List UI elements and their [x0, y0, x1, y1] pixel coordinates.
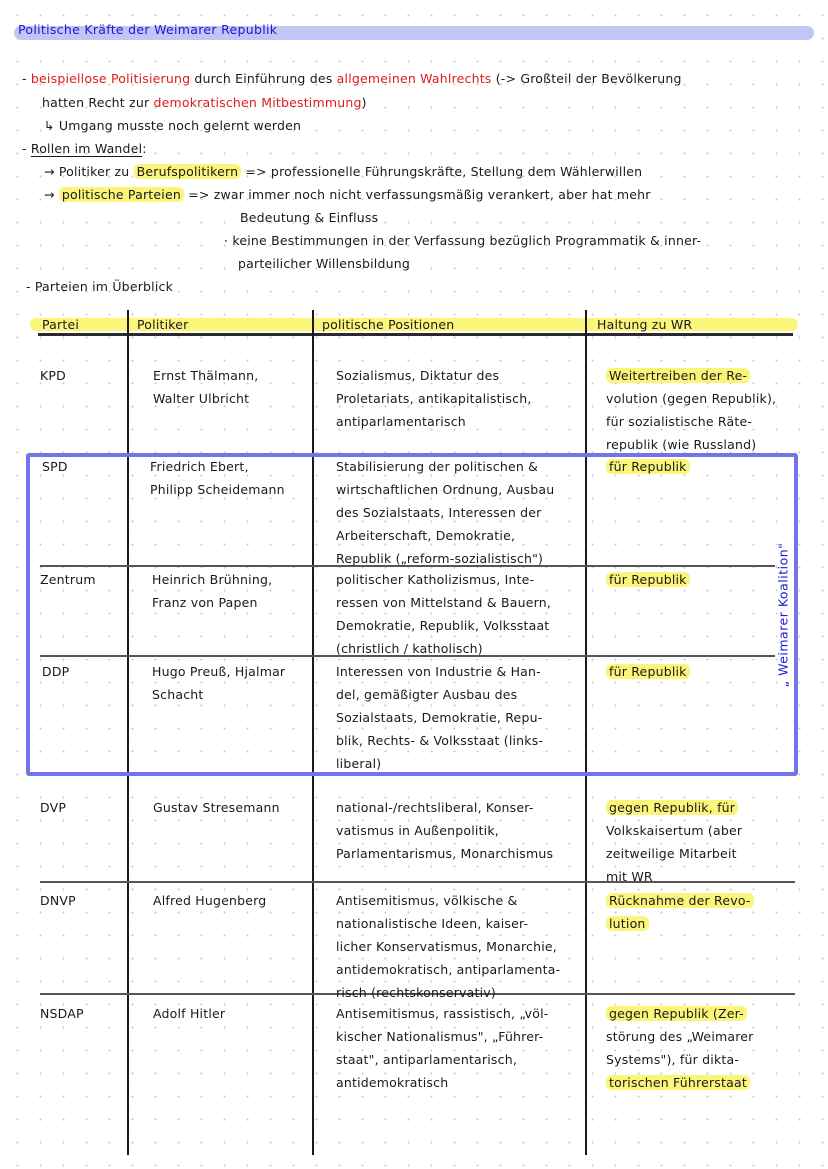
roles-heading: Rollen im Wandel	[30, 141, 143, 156]
position-line: Proletariats, antikapitalistisch,	[336, 391, 532, 406]
intro-line-1	[22, 67, 682, 90]
party-name: DNVP	[40, 893, 76, 908]
stance	[606, 568, 690, 591]
politicians	[152, 660, 285, 706]
stance	[606, 660, 690, 683]
stance	[606, 796, 742, 888]
position-line: Sozialstaats, Demokratie, Repu-	[336, 710, 543, 725]
role-3-cont: parteilicher Willensbildung	[238, 256, 410, 271]
page-title: Politische Kräfte der Weimarer Republik	[18, 22, 278, 37]
roles-heading-line	[22, 137, 147, 160]
positions	[336, 796, 553, 865]
positions	[336, 364, 532, 433]
position-line: national-/rechtsliberal, Konser-	[336, 800, 534, 815]
role-1	[44, 160, 642, 183]
stance-line: torischen Führerstaat	[606, 1075, 750, 1090]
politician: Heinrich Brühning,	[152, 572, 273, 587]
position-line: Parlamentarismus, Monarchismus	[336, 846, 554, 861]
stance-line: mit WR	[606, 869, 653, 884]
text: => zwar immer noch nicht verfassungsmäßig verankert, aber hat mehr	[184, 187, 651, 202]
politician: Ernst Thälmann,	[153, 368, 259, 383]
position-line: politischer Katholizismus, Inte-	[336, 572, 535, 587]
text: => professionelle Führungskräfte, Stellung dem Wählerwillen	[241, 164, 643, 179]
position-line: risch (rechtskonservativ)	[336, 985, 496, 1000]
stance-line: für Republik	[606, 664, 690, 679]
politicians	[153, 1002, 225, 1025]
term-mitbestimmung: demokratischen Mitbestimmung	[153, 95, 362, 110]
stance	[606, 889, 754, 935]
stance-line: republik (wie Russland)	[606, 437, 757, 452]
position-line: Arbeiterschaft, Demokratie,	[336, 528, 516, 543]
stance	[606, 455, 690, 478]
positions	[336, 889, 560, 1004]
party-name: Zentrum	[40, 572, 96, 587]
term-wahlrecht: allgemeinen Wahlrechts	[336, 71, 492, 86]
politicians	[153, 889, 266, 912]
position-line: liberal)	[336, 756, 382, 771]
position-line: Demokratie, Republik, Volksstaat	[336, 618, 550, 633]
intro-line-3: ↳ Umgang musste noch gelernt werden	[44, 118, 302, 133]
position-line: Republik („reform-sozialistisch")	[336, 551, 544, 566]
stance-line: für Republik	[606, 572, 690, 587]
position-line: antiparlamentarisch	[336, 414, 466, 429]
bullet: -	[22, 71, 27, 86]
politician: Adolf Hitler	[153, 1006, 226, 1021]
positions	[336, 455, 554, 570]
positions	[336, 568, 551, 660]
positions	[336, 1002, 548, 1094]
stance-line: für Republik	[606, 459, 690, 474]
position-line: ressen von Mittelstand & Bauern,	[336, 595, 552, 610]
position-line: staat", antiparlamentarisch,	[336, 1052, 517, 1067]
stance-line: Weitertreiben der Re-	[606, 368, 750, 383]
stance	[606, 1002, 754, 1094]
position-line: del, gemäßigter Ausbau des	[336, 687, 518, 702]
politician: Walter Ulbricht	[153, 391, 250, 406]
position-line: kischer Nationalismus", „Führer-	[336, 1029, 544, 1044]
politician: Alfred Hugenberg	[153, 893, 267, 908]
stance-line: gegen Republik (Zer-	[606, 1006, 747, 1021]
stance-line: zeitweilige Mitarbeit	[606, 846, 737, 861]
politician: Schacht	[152, 687, 204, 702]
politician: Franz von Papen	[152, 595, 258, 610]
text: hatten Recht zur	[42, 95, 154, 110]
text: → Politiker zu	[44, 164, 134, 179]
stance-line: Rücknahme der Revo-	[606, 893, 754, 908]
politician: Hugo Preuß, Hjalmar	[152, 664, 286, 679]
header-positionen: politische Positionen	[322, 317, 455, 332]
position-line: Interessen von Industrie & Han-	[336, 664, 541, 679]
positions	[336, 660, 543, 775]
position-line: nationalistische Ideen, kaiser-	[336, 916, 529, 931]
position-line: Sozialismus, Diktatur des	[336, 368, 500, 383]
position-line: licher Konservatismus, Monarchie,	[336, 939, 557, 954]
position-line: (christlich / katholisch)	[336, 641, 483, 656]
term-parteien: politische Parteien	[59, 187, 184, 202]
politicians	[153, 364, 258, 410]
position-line: blik, Rechts- & Volksstaat (links-	[336, 733, 544, 748]
party-name: SPD	[42, 459, 68, 474]
text: )	[361, 95, 367, 110]
role-3: · keine Bestimmungen in der Verfassung bezüglich Programmatik & inner-	[224, 233, 702, 248]
politician: Philipp Scheidemann	[150, 482, 285, 497]
party-name: DVP	[40, 800, 67, 815]
text: durch Einführung des	[190, 71, 337, 86]
stance-line: Systems"), für dikta-	[606, 1052, 740, 1067]
politician: Friedrich Ebert,	[150, 459, 249, 474]
header-partei: Partei	[42, 317, 80, 332]
position-line: Stabilisierung der politischen &	[336, 459, 539, 474]
party-name: DDP	[42, 664, 70, 679]
stance-line: für sozialistische Räte-	[606, 414, 753, 429]
party-name: KPD	[40, 368, 66, 383]
stance-line: lution	[606, 916, 649, 931]
term-politisierung: beispiellose Politisierung	[30, 71, 191, 86]
weimar-coalition-label: „ Weimarer Koalition"	[775, 542, 791, 688]
role-2-cont: Bedeutung & Einfluss	[240, 210, 379, 225]
bullet: -	[22, 141, 31, 156]
position-line: antidemokratisch, antiparlamenta-	[336, 962, 561, 977]
colon: :	[142, 141, 147, 156]
position-line: antidemokratisch	[336, 1075, 449, 1090]
text: →	[44, 187, 59, 202]
stance-line: störung des „Weimarer	[606, 1029, 754, 1044]
stance-line: volution (gegen Republik),	[606, 391, 777, 406]
politicians	[153, 796, 280, 819]
header-haltung: Haltung zu WR	[597, 317, 693, 332]
stance-line: gegen Republik, für	[606, 800, 738, 815]
stance-line: Volkskaisertum (aber	[606, 823, 743, 838]
term-berufspolitiker: Berufspolitikern	[134, 164, 242, 179]
text: (-> Großteil der Bevölkerung	[491, 71, 682, 86]
position-line: vatismus in Außenpolitik,	[336, 823, 499, 838]
position-line: des Sozialstaats, Interessen der	[336, 505, 542, 520]
position-line: wirtschaftlichen Ordnung, Ausbau	[336, 482, 555, 497]
header-politiker: Politiker	[137, 317, 189, 332]
position-line: Antisemitismus, rassistisch, „völ-	[336, 1006, 549, 1021]
politicians	[150, 455, 285, 501]
role-2	[44, 183, 651, 206]
position-line: Antisemitismus, völkische &	[336, 893, 518, 908]
party-name: NSDAP	[40, 1006, 84, 1021]
intro-line-2	[42, 91, 367, 114]
politicians	[152, 568, 272, 614]
politician: Gustav Stresemann	[153, 800, 280, 815]
stance	[606, 364, 776, 456]
overview-heading: - Parteien im Überblick	[26, 279, 174, 294]
